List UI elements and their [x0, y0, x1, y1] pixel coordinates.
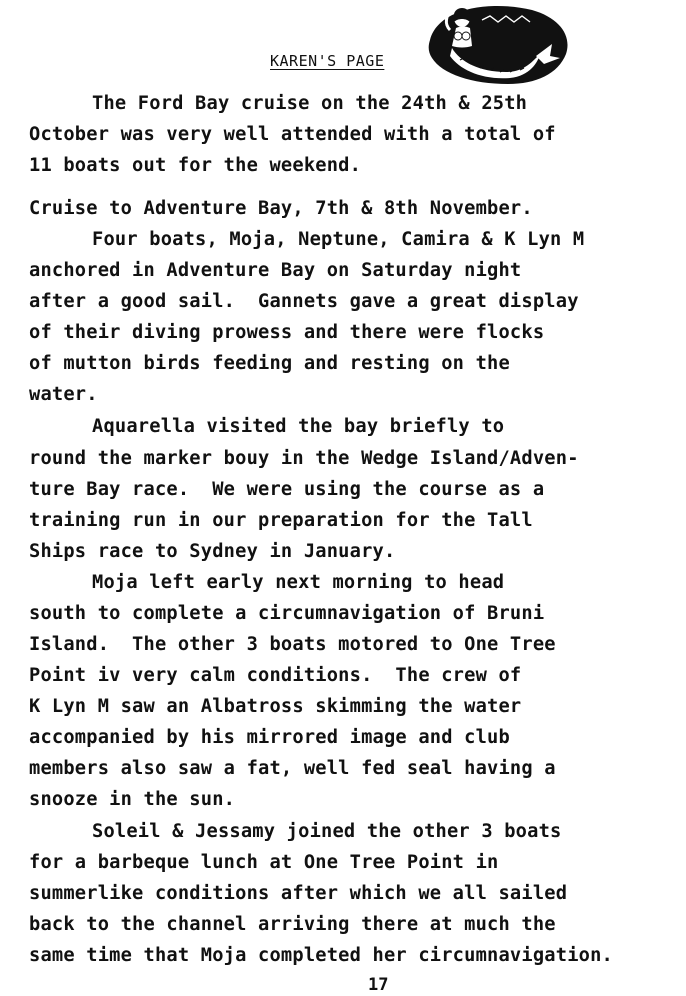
- text-line: water.: [29, 384, 98, 405]
- text-line: members also saw a fat, well fed seal having a: [29, 758, 556, 779]
- text-line: Island. The other 3 boats motored to One Tree: [29, 634, 556, 655]
- text-line: of their diving prowess and there were flocks: [29, 322, 545, 343]
- text-line: 11 boats out for the weekend.: [29, 155, 362, 176]
- text-line: ture Bay race. We were using the course as a: [29, 479, 545, 500]
- text-line: Ships race to Sydney in January.: [29, 541, 396, 562]
- text-line: of mutton birds feeding and resting on the: [29, 353, 510, 374]
- text-line: back to the channel arriving there at much the: [29, 914, 556, 935]
- text-line: training run in our preparation for the Tall: [29, 510, 533, 531]
- text-line: anchored in Adventure Bay on Saturday night: [29, 260, 522, 281]
- text-line: accompanied by his mirrored image and club: [29, 727, 510, 748]
- text-line: Soleil & Jessamy joined the other 3 boats: [92, 821, 562, 842]
- text-line: K Lyn M saw an Albatross skimming the water: [29, 696, 522, 717]
- page-title: KAREN'S PAGE: [270, 52, 385, 70]
- text-line: Aquarella visited the bay briefly to: [92, 416, 505, 437]
- text-line: snooze in the sun.: [29, 789, 236, 810]
- text-line: Moja left early next morning to head: [92, 572, 505, 593]
- text-line: round the marker bouy in the Wedge Island/Adven-: [29, 448, 579, 469]
- text-line: south to complete a circumnavigation of Bruni: [29, 603, 545, 624]
- text-line: Four boats, Moja, Neptune, Camira & K Lyn M: [92, 229, 585, 250]
- text-line: The Ford Bay cruise on the 24th & 25th: [92, 93, 528, 114]
- text-line: Cruise to Adventure Bay, 7th & 8th November.: [29, 198, 533, 219]
- text-line: Point iv very calm conditions. The crew of: [29, 665, 522, 686]
- mermaid-icon: [420, 0, 576, 92]
- text-line: after a good sail. Gannets gave a great display: [29, 291, 579, 312]
- text-line: summerlike conditions after which we all sailed: [29, 883, 568, 904]
- text-line: for a barbeque lunch at One Tree Point in: [29, 852, 499, 873]
- page-number: 17: [368, 975, 389, 995]
- text-line: same time that Moja completed her circumnavigation.: [29, 945, 613, 966]
- text-line: October was very well attended with a total of: [29, 124, 556, 145]
